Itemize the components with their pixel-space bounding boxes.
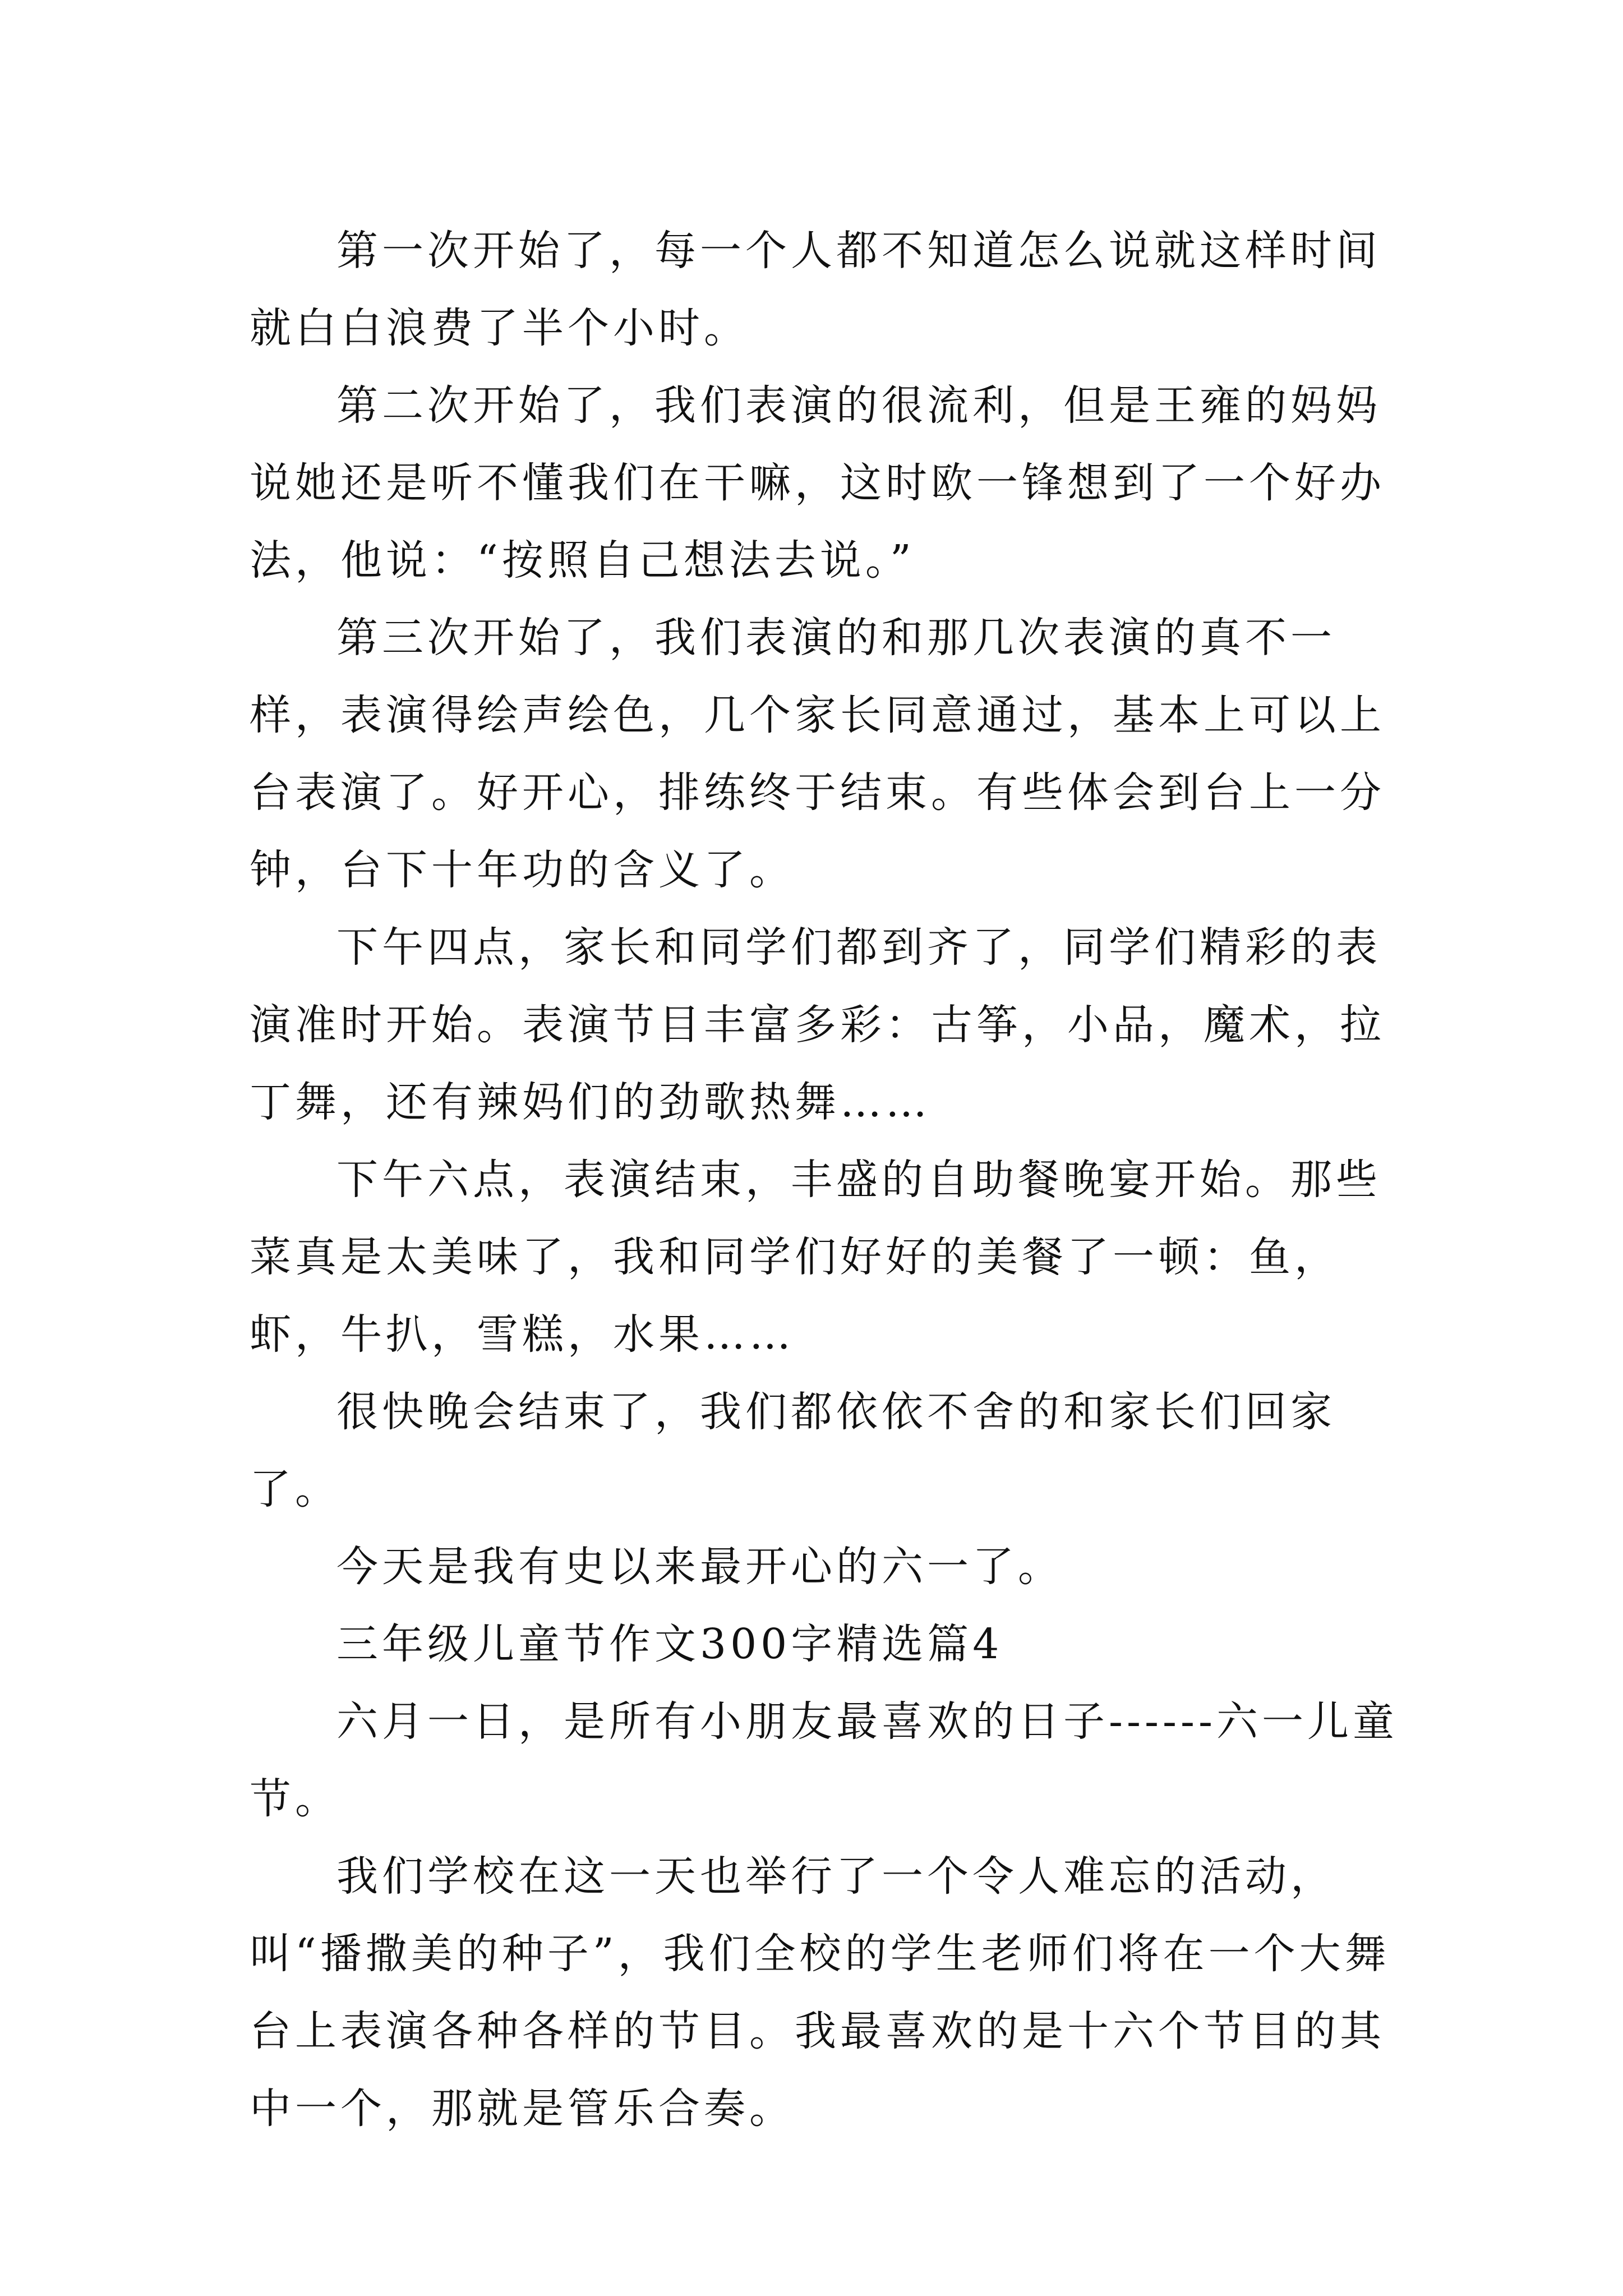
paragraph: 六月一日，是所有小朋友最喜欢的日子------六一儿童节。: [250, 1697, 1399, 1823]
paragraph: 我们学校在这一天也举行了一个令人难忘的活动，叫“播撒美的种子”，我们全校的学生老师们将在一个大舞台上表演各种各样的节目。我最喜欢的是十六个节目的其中一个，那就是管乐合奏。: [250, 1852, 1390, 2133]
document-body: [250, 212, 1399, 2147]
paragraph: 第二次开始了，我们表演的很流利，但是王雍的妈妈说她还是听不懂我们在干嘛，这时欧一锋想到了一个好办法，他说：“按照自己想法去说。”: [250, 381, 1385, 585]
paragraph: 很快晚会结束了，我们都依依不舍的和家长们回家了。: [250, 1388, 1336, 1513]
paragraph: 今天是我有史以来最开心的六一了。: [336, 1543, 1063, 1591]
paragraph: 第一次开始了，每一个人都不知道怎么说就这样时间就白白浪费了半个小时。: [250, 227, 1381, 352]
section-heading: 三年级儿童节作文300字精选篇4: [336, 1620, 1003, 1668]
paragraph: 下午六点，表演结束，丰盛的自助餐晚宴开始。那些菜真是太美味了，我和同学们好好的美餐了一顿：鱼，虾，牛扒，雪糕，水果……: [250, 1156, 1381, 1359]
paragraph: 下午四点，家长和同学们都到齐了，同学们精彩的表演准时开始。表演节目丰富多彩：古筝，小品，魔术，拉丁舞，还有辣妈们的劲歌热舞……: [250, 923, 1385, 1126]
paragraph: 第三次开始了，我们表演的和那几次表演的真不一样，表演得绘声绘色，几个家长同意通过，基本上可以上台表演了。好开心，排练终于结束。有些体会到台上一分钟，台下十年功的含义了。: [250, 614, 1385, 894]
